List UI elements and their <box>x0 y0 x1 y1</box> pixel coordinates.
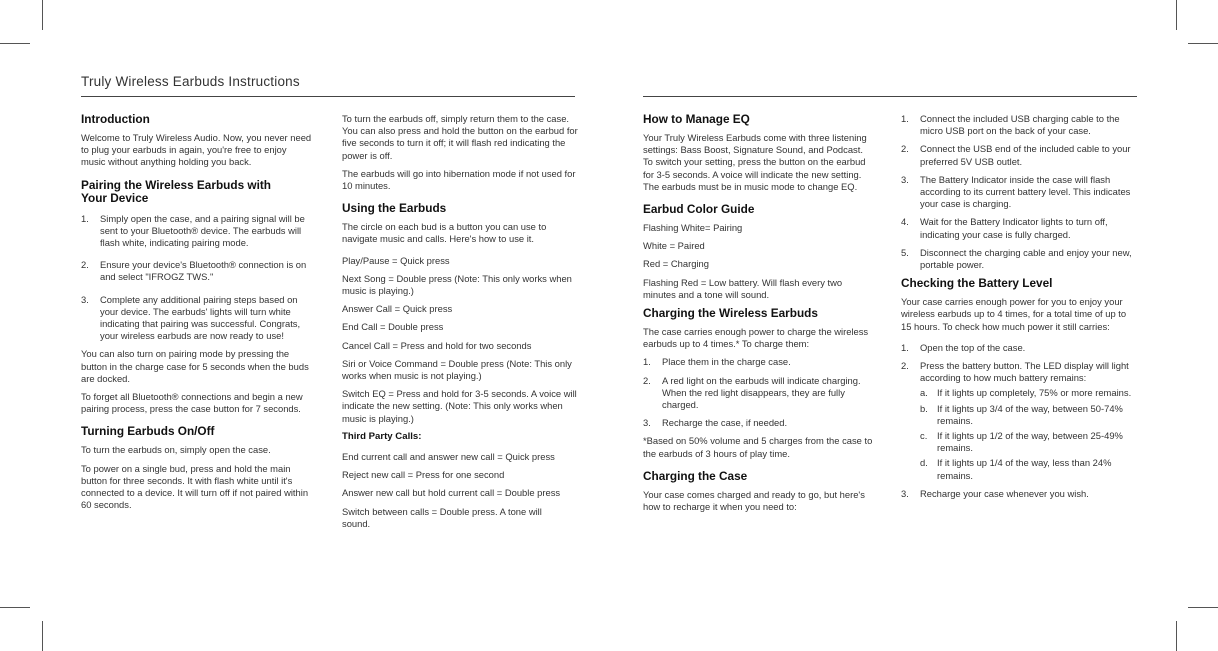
color-item: Flashing White= Pairing <box>643 222 743 234</box>
list-item: 3. Recharge your case whenever you wish. <box>901 487 1089 499</box>
control-item: Switch EQ = Press and hold for 3-5 seconds. A voice will indicate the new setting. (Note: This only works when music is playing.) <box>342 388 577 424</box>
crop-mark <box>1188 43 1218 44</box>
list-item: 2. A red light on the earbuds will indicate charging. When the red light disappears, they are fully charged. <box>643 374 861 411</box>
list-item: 2. Ensure your device's Bluetooth® connection is on and select "IFROGZ TWS." <box>81 259 307 283</box>
crop-mark <box>0 607 30 608</box>
battery-levels <box>920 387 1137 481</box>
crop-mark <box>1176 0 1177 30</box>
control-item: End Call = Double press <box>342 321 444 333</box>
intro-text: Welcome to Truly Wireless Audio. Now, you never need to plug your earbuds in again, you're free to enjoy music without anything holding you back. <box>81 132 312 168</box>
battery-heading: Checking the Battery Level <box>901 276 1053 291</box>
battery-steps <box>901 342 1137 500</box>
off-text: To turn the earbuds off, simply return them to the case. You can also press and hold the button on the earbud for five seconds to turn it off; it will flash red indicating the power is off. <box>342 113 578 161</box>
list-item: 5. Disconnect the charging cable and enjoy your new, portable power. <box>901 246 1132 271</box>
crop-mark <box>0 43 30 44</box>
footnote: *Based on 50% volume and 5 charges from the case to the earbuds of 3 hours of play time. <box>643 435 873 459</box>
intro-heading: Introduction <box>81 112 150 126</box>
document-title: Truly Wireless Earbuds Instructions <box>81 74 300 89</box>
eq-text: Your Truly Wireless Earbuds come with three listening settings: Bass Boost, Signature Sound, and Podcast. To switch your setting, press the button on the earbud for 3-5 seconds. A voice will indicate the new setting. The earbuds must be in music mode to change EQ. <box>643 132 867 192</box>
third-party-heading: Third Party Calls: <box>342 430 422 442</box>
control-item: Cancel Call = Press and hold for two seconds <box>342 339 532 351</box>
list-item: 1. Open the top of the case. <box>901 341 1026 353</box>
case-charging-steps <box>901 113 1137 271</box>
color-item: Red = Charging <box>643 258 709 270</box>
pairing-heading-line1: Pairing the Wireless Earbuds with <box>81 177 272 192</box>
control-item: Siri or Voice Command = Double press (Note: This only works when music is not playing.) <box>342 357 572 382</box>
color-item: White = Paired <box>643 240 705 252</box>
list-item: 2. Connect the USB end of the included cable to your preferred 5V USB outlet. <box>901 143 1131 167</box>
charging-steps <box>643 356 873 429</box>
control-item: Play/Pause = Quick press <box>342 254 450 266</box>
charging-earbuds-text: The case carries enough power to charge the wireless earbuds up to 4 times.* To charge them: <box>643 326 869 350</box>
charging-case-text: Your case comes charged and ready to go, but here's how to recharge it when you need to: <box>643 488 865 513</box>
pairing-heading <box>81 179 313 205</box>
pairing-note: You can also turn on pairing mode by pressing the button in the charge case for 5 seconds when the buds are docked. <box>81 348 309 384</box>
pairing-steps <box>81 213 313 343</box>
eq-heading: How to Manage EQ <box>643 112 750 126</box>
list-item: c. If it lights up 1/2 of the way, between 25-49% remains. <box>920 430 1123 454</box>
list-item: a. If it lights up completely, 75% or more remains. <box>920 387 1132 399</box>
list-item: 2. Press the battery button. The LED display will light according to how much battery remains: a. If it lights up completely, 75% or more remains. b. If it lights up 3/4 of the way, between 50-74% remains. c. If it lights up 1/2 of the way, between 25-49% remains. d. If it lights up 1/4 of the way, less than 24% remains. <box>901 360 1137 482</box>
third-party-item: Switch between calls = Double press. A tone will sound. <box>342 505 542 529</box>
pairing-heading-line2: Your Device <box>81 190 149 205</box>
color-item: Flashing Red = Low battery. Will flash every two minutes and a tone will sound. <box>643 276 843 300</box>
control-item: Next Song = Double press (Note: This only works when music is playing.) <box>342 272 572 297</box>
column-1 <box>81 113 313 517</box>
third-party-item: Reject new call = Press for one second <box>342 469 505 481</box>
crop-mark <box>42 621 43 651</box>
forget-note: To forget all Bluetooth® connections and begin a new pairing process, press the case button for 7 seconds. <box>81 391 303 415</box>
crop-mark <box>1176 621 1177 651</box>
on-off-heading: Turning Earbuds On/Off <box>81 424 215 439</box>
charging-case-heading: Charging the Case <box>643 468 748 483</box>
list-item: 1. Place them in the charge case. <box>643 356 791 368</box>
crop-mark <box>42 0 43 30</box>
single-bud-text: To power on a single bud, press and hold the main button for three seconds. It with flash white until it's connected to a device. It will turn off if not paired within 60 seconds. <box>81 462 309 511</box>
list-item: 3. Recharge the case, if needed. <box>643 417 788 429</box>
on-off-text: To turn the earbuds on, simply open the case. <box>81 444 271 456</box>
battery-text: Your case carries enough power for you to enjoy your wireless earbuds up to 4 times, for a total time of up to 15 hours. To check how much power it still carries: <box>901 296 1127 332</box>
third-party-item: Answer new call but hold current call = Double press <box>342 487 561 499</box>
column-3 <box>643 113 873 519</box>
third-party-item: End current call and answer new call = Quick press <box>342 451 555 463</box>
list-item: 1. Simply open the case, and a pairing signal will be sent to your Bluetooth® device. The earbuds will flash white, indicating pairing mode. <box>81 212 305 249</box>
control-item: Answer Call = Quick press <box>342 303 453 315</box>
charging-earbuds-heading: Charging the Wireless Earbuds <box>643 306 818 321</box>
column-2 <box>342 113 578 536</box>
list-item: d. If it lights up 1/4 of the way, less than 24% remains. <box>920 457 1112 481</box>
column-4 <box>901 113 1137 506</box>
color-guide-heading: Earbud Color Guide <box>643 202 755 217</box>
list-item: 4. Wait for the Battery Indicator lights to turn off, indicating your case is fully charged. <box>901 216 1108 240</box>
list-item: 1. Connect the included USB charging cable to the micro USB port on the back of your case. <box>901 113 1120 137</box>
using-text: The circle on each bud is a button you can use to navigate music and calls. Here's how to use it. <box>342 221 547 245</box>
hibernation-text: The earbuds will go into hibernation mode if not used for 10 minutes. <box>342 167 576 192</box>
list-item: 3. The Battery Indicator inside the case will flash according to its current battery level. This indicates your case is charging. <box>901 173 1131 210</box>
list-item: b. If it lights up 3/4 of the way, between 50-74% remains. <box>920 402 1123 426</box>
using-heading: Using the Earbuds <box>342 201 447 216</box>
crop-mark <box>1188 607 1218 608</box>
header-rule-left <box>81 96 575 97</box>
header-rule-right <box>643 96 1137 97</box>
list-item: 3. Complete any additional pairing steps based on your device. The earbuds' lights will turn white indicating that pairing was successful. Congrats, your wireless earbuds are now ready to use! <box>81 293 301 342</box>
